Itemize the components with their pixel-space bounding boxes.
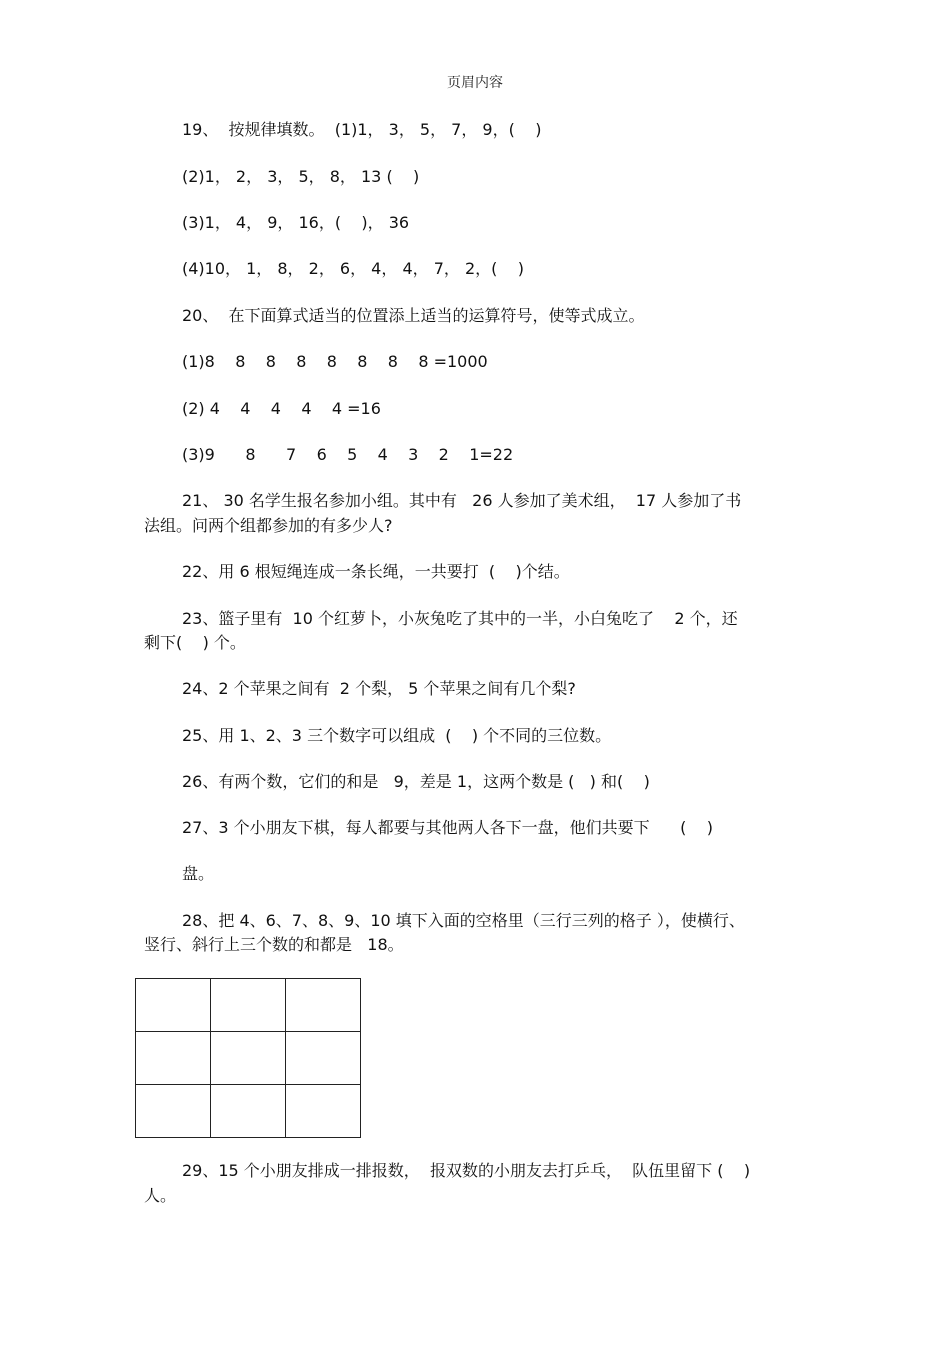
grid-cell[interactable] [286, 1032, 361, 1085]
grid-cell[interactable] [136, 1032, 211, 1085]
grid-cell[interactable] [211, 1085, 286, 1138]
q29-line2: 人。 [144, 1186, 177, 1205]
grid-cell[interactable] [286, 979, 361, 1032]
page-header: 页眉内容 [447, 75, 503, 91]
grid-cell[interactable] [136, 1085, 211, 1138]
grid-cell[interactable] [136, 979, 211, 1032]
grid-cell[interactable] [286, 1085, 361, 1138]
q19-line1: 19、 按规律填数。 (1)1， 3， 5， 7， 9，( ) [182, 120, 542, 139]
q27-line1: 27、3 个小朋友下棋，每人都要与其他两人各下一盘，他们共要下 ( ) [182, 818, 713, 837]
q20-line4: (3)9 8 7 6 5 4 3 2 1=22 [182, 445, 514, 464]
q20-line1: 20、 在下面算式适当的位置添上适当的运算符号，使等式成立。 [182, 306, 645, 325]
q23-line1: 23、篮子里有 10 个红萝卜，小灰兔吃了其中的一半，小白兔吃了 2 个，还 [182, 609, 738, 628]
magic-square-grid [135, 978, 361, 1138]
q24-line: 24、2 个苹果之间有 2 个梨， 5 个苹果之间有几个梨? [182, 679, 576, 698]
q28-line2: 竖行、斜行上三个数的和都是 18。 [144, 935, 404, 954]
q28-line1: 28、把 4、6、7、8、9、10 填下入面的空格里（三行三列的格子 ），使横行、 [182, 911, 745, 930]
q20-line3: (2) 4 4 4 4 4 =16 [182, 399, 381, 418]
q25-line: 25、用 1、2、3 三个数字可以组成 ( ) 个不同的三位数。 [182, 726, 612, 745]
q27-line2: 盘。 [182, 864, 215, 883]
q23-line2: 剩下( ) 个。 [144, 633, 246, 652]
q26-line: 26、有两个数，它们的和是 9，差是 1，这两个数是 ( ) 和( ) [182, 772, 650, 791]
q22-line: 22、用 6 根短绳连成一条长绳，一共要打 ( )个结。 [182, 562, 570, 581]
grid-cell[interactable] [211, 979, 286, 1032]
grid-cell[interactable] [211, 1032, 286, 1085]
q19-line4: (4)10， 1， 8， 2， 6， 4， 4， 7， 2，( ) [182, 259, 524, 278]
q19-line3: (3)1， 4， 9， 16，( )， 36 [182, 213, 410, 232]
q29-line1: 29、15 个小朋友排成一排报数， 报双数的小朋友去打乒乓， 队伍里留下 ( ) [182, 1161, 751, 1180]
q20-line2: (1)8 8 8 8 8 8 8 8 =1000 [182, 352, 488, 371]
q21-line1: 21、 30 名学生报名参加小组。其中有 26 人参加了美术组， 17 人参加了书 [182, 491, 742, 510]
q19-line2: (2)1， 2， 3， 5， 8， 13 ( ) [182, 167, 420, 186]
q21-line2: 法组。问两个组都参加的有多少人? [144, 516, 393, 535]
